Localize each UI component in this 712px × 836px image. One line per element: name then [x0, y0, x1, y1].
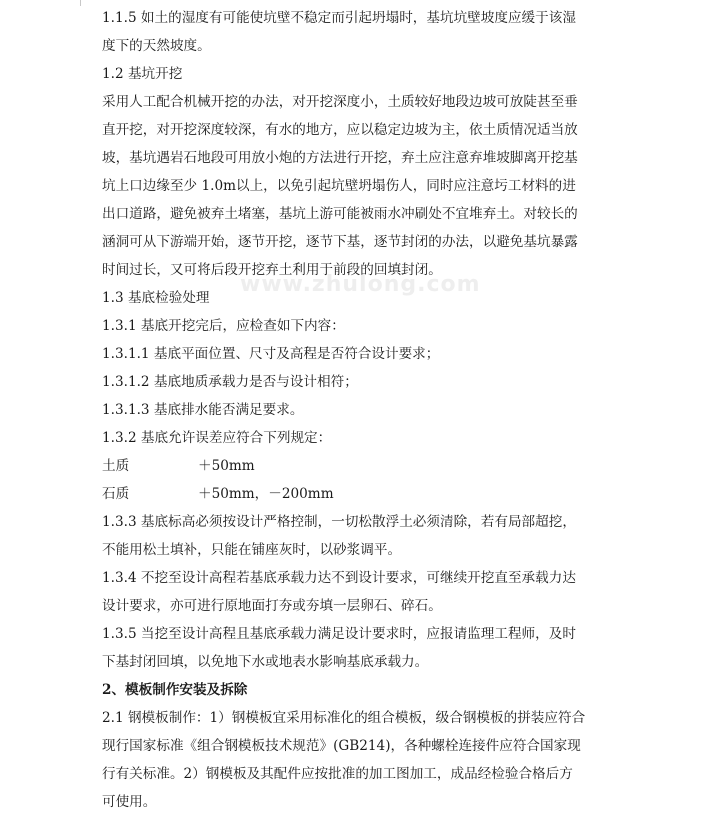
watermark: www.zhulong.com [240, 272, 481, 297]
para-1-3-4-line-2: 设计要求，亦可进行原地面打夯或夯填一层卵石、碎石。 [102, 598, 442, 614]
heading-1-2: 1.2 基坑开挖 [102, 66, 183, 82]
para-1-3-1: 1.3.1 基底开挖完后，应检查如下内容： [102, 318, 345, 334]
para-2-1-line-1: 2.1 钢模板制作：1）钢模板宜采用标准化的组合模板，级合钢模板的拼装应符合 [102, 710, 586, 726]
document-page [102, 4, 610, 816]
page-margin-mark [80, 0, 81, 6]
para-1-3-2: 1.3.2 基底允许误差应符合下列规定： [102, 430, 332, 446]
para-2-1-line-3: 行有关标准。2）钢模板及其配件应按批准的加工图加工，成品经检验合格后方 [102, 766, 573, 782]
tolerance-row-soil [102, 452, 610, 480]
tolerance-row-rock [102, 480, 610, 508]
para-1-2-line-2: 直开挖，对开挖深度较深，有水的地方，应以稳定边坡为主，依土质情况适当放 [102, 122, 578, 138]
para-1-2-line-1: 采用人工配合机械开挖的办法，对开挖深度小，土质较好地段边坡可放陡甚至垂 [102, 94, 578, 110]
para-2-1-line-4: 可使用。 [102, 794, 157, 810]
tolerance-value-soil: ＋50mm [198, 458, 255, 474]
para-1-2-line-4: 坑上口边缘至少 1.0m以上，以免引起坑壁坍塌伤人，同时应注意圬工材料的进 [102, 178, 576, 194]
para-2-1-line-2: 现行国家标准《组合钢模板技术规范》(GB214)，各种螺栓连接件应符合国家现 [102, 738, 581, 754]
para-1-3-1-3: 1.3.1.3 基底排水能否满足要求。 [102, 402, 304, 418]
tolerance-label-rock: 石质 [102, 486, 130, 502]
tolerance-label-soil: 土质 [102, 458, 130, 474]
para-1-2-line-6: 涵洞可从下游端开始，逐节开挖，逐节下基，逐节封闭的办法，以避免基坑暴露 [102, 234, 578, 250]
para-1-2-line-3: 坡，基坑遇岩石地段可用放小炮的方法进行开挖，弃土应注意弃堆坡脚离开挖基 [102, 150, 578, 166]
heading-2: 2、模板制作安装及拆除 [102, 682, 248, 698]
para-1-1-5-line-2: 度下的天然坡度。 [102, 38, 211, 54]
para-1-3-3-line-1: 1.3.3 基底标高必须按设计严格控制，一切松散浮土必须清除，若有局部超挖， [102, 514, 576, 530]
para-1-3-3-line-2: 不能用松土填补，只能在铺座灰时，以砂浆调平。 [102, 542, 402, 558]
para-1-2-line-5: 出口道路，避免被弃土堵塞，基坑上游可能被雨水冲刷处不宜堆弃土。对较长的 [102, 206, 578, 222]
heading-1-3: 1.3 基底检验处理 [102, 290, 210, 306]
para-1-1-5-line-1: 1.1.5 如土的湿度有可能使坑壁不稳定而引起坍塌时，基坑坑壁坡度应缓于该湿 [102, 10, 576, 26]
para-1-3-1-1: 1.3.1.1 基底平面位置、尺寸及高程是否符合设计要求； [102, 346, 440, 362]
para-1-3-4-line-1: 1.3.4 不挖至设计高程若基底承载力达不到设计要求，可继续开挖直至承载力达 [102, 570, 576, 586]
para-1-3-5-line-2: 下基封闭回填，以免地下水或地表水影响基底承载力。 [102, 654, 429, 670]
tolerance-value-rock: ＋50mm，－200mm [198, 486, 334, 502]
para-1-3-5-line-1: 1.3.5 当挖至设计高程且基底承载力满足设计要求时，应报请监理工程师，及时 [102, 626, 576, 642]
para-1-3-1-2: 1.3.1.2 基底地质承载力是否与设计相符； [102, 374, 358, 390]
para-1-2-line-7: 时间过长，又可将后段开挖弃土利用于前段的回填封闭。 [102, 262, 442, 278]
